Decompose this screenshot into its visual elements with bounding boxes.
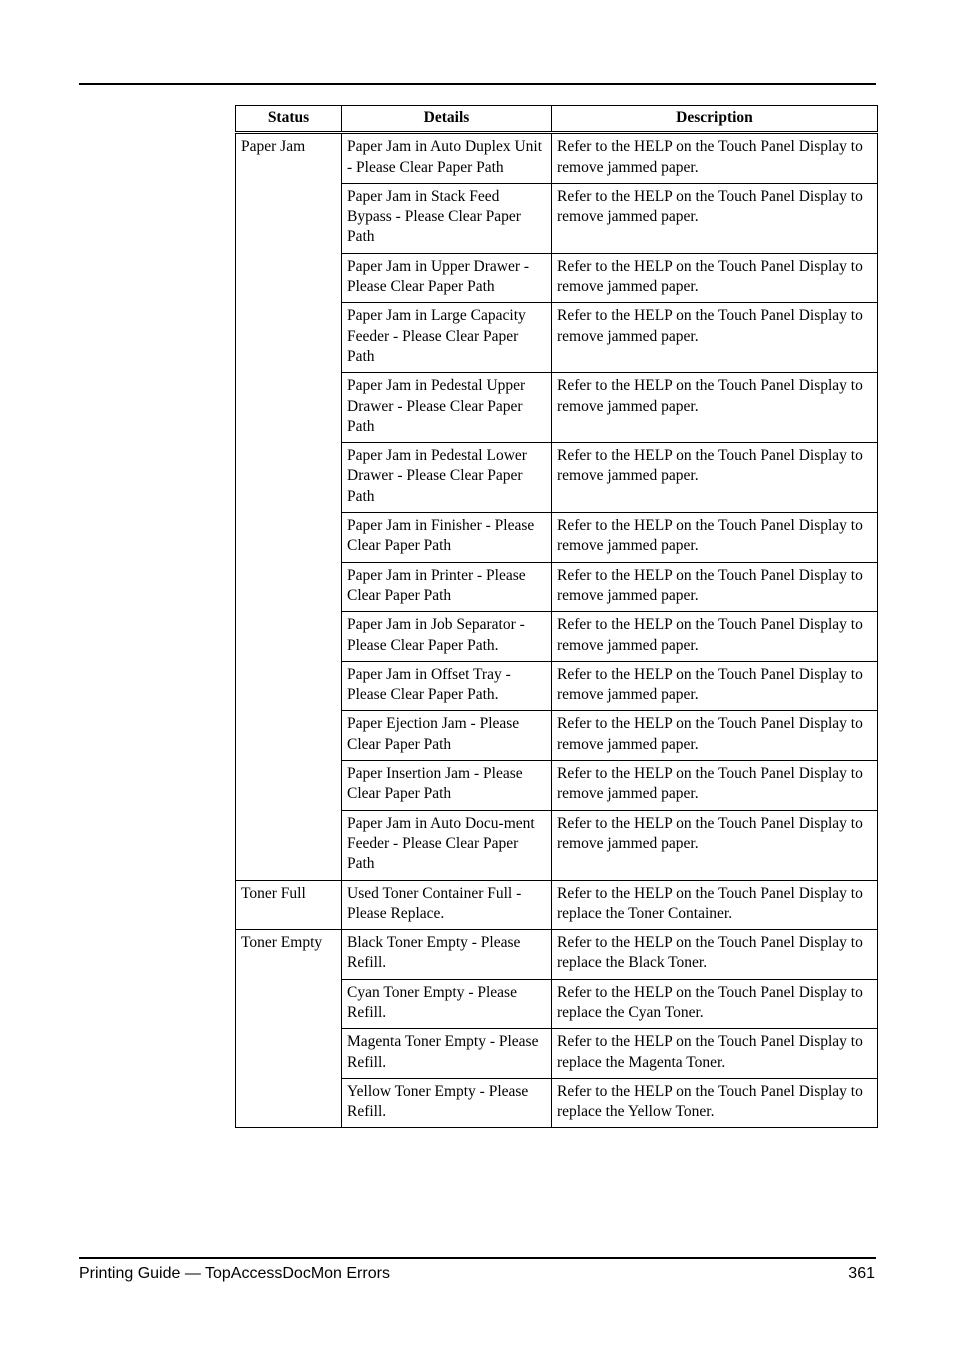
description-cell: Refer to the HELP on the Touch Panel Display to remove jammed paper. xyxy=(552,562,878,612)
details-cell: Used Toner Container Full - Please Replace. xyxy=(342,880,552,930)
header-details: Details xyxy=(342,106,552,133)
description-cell: Refer to the HELP on the Touch Panel Display to remove jammed paper. xyxy=(552,303,878,373)
description-cell: Refer to the HELP on the Touch Panel Display to replace the Cyan Toner. xyxy=(552,979,878,1029)
description-cell: Refer to the HELP on the Touch Panel Display to remove jammed paper. xyxy=(552,711,878,761)
description-cell: Refer to the HELP on the Touch Panel Display to remove jammed paper. xyxy=(552,373,878,443)
status-cell: Paper Jam xyxy=(236,133,342,880)
details-cell: Paper Jam in Auto Docu-ment Feeder - Please Clear Paper Path xyxy=(342,810,552,880)
status-cell: Toner Full xyxy=(236,880,342,930)
description-cell: Refer to the HELP on the Touch Panel Display to remove jammed paper. xyxy=(552,443,878,513)
header-rule xyxy=(79,83,876,85)
description-cell: Refer to the HELP on the Touch Panel Display to replace the Black Toner. xyxy=(552,930,878,980)
details-cell: Paper Jam in Job Separator - Please Clear Paper Path. xyxy=(342,612,552,662)
description-cell: Refer to the HELP on the Touch Panel Display to remove jammed paper. xyxy=(552,183,878,253)
table-body xyxy=(236,133,878,1128)
details-cell: Paper Ejection Jam - Please Clear Paper Path xyxy=(342,711,552,761)
description-cell: Refer to the HELP on the Touch Panel Display to remove jammed paper. xyxy=(552,661,878,711)
description-cell: Refer to the HELP on the Touch Panel Display to replace the Yellow Toner. xyxy=(552,1078,878,1128)
page-number: 361 xyxy=(848,1265,875,1282)
description-cell: Refer to the HELP on the Touch Panel Display to remove jammed paper. xyxy=(552,513,878,563)
description-cell: Refer to the HELP on the Touch Panel Display to remove jammed paper. xyxy=(552,133,878,184)
details-cell: Cyan Toner Empty - Please Refill. xyxy=(342,979,552,1029)
details-cell: Paper Jam in Printer - Please Clear Paper Path xyxy=(342,562,552,612)
details-cell: Paper Jam in Finisher - Please Clear Paper Path xyxy=(342,513,552,563)
details-cell: Paper Jam in Pedestal Lower Drawer - Please Clear Paper Path xyxy=(342,443,552,513)
header-status: Status xyxy=(236,106,342,133)
table-row xyxy=(236,880,878,930)
description-cell: Refer to the HELP on the Touch Panel Display to replace the Toner Container. xyxy=(552,880,878,930)
description-cell: Refer to the HELP on the Touch Panel Display to remove jammed paper. xyxy=(552,612,878,662)
details-cell: Paper Jam in Auto Duplex Unit - Please Clear Paper Path xyxy=(342,133,552,184)
details-cell: Paper Jam in Offset Tray - Please Clear Paper Path. xyxy=(342,661,552,711)
details-cell: Paper Jam in Large Capacity Feeder - Please Clear Paper Path xyxy=(342,303,552,373)
description-cell: Refer to the HELP on the Touch Panel Display to replace the Magenta Toner. xyxy=(552,1029,878,1079)
description-cell: Refer to the HELP on the Touch Panel Display to remove jammed paper. xyxy=(552,810,878,880)
details-cell: Paper Jam in Upper Drawer - Please Clear Paper Path xyxy=(342,253,552,303)
description-cell: Refer to the HELP on the Touch Panel Display to remove jammed paper. xyxy=(552,253,878,303)
details-cell: Paper Jam in Stack Feed Bypass - Please Clear Paper Path xyxy=(342,183,552,253)
table-header-row xyxy=(236,106,878,133)
details-cell: Paper Jam in Pedestal Upper Drawer - Please Clear Paper Path xyxy=(342,373,552,443)
status-cell: Toner Empty xyxy=(236,930,342,1128)
table-row xyxy=(236,930,878,980)
details-cell: Yellow Toner Empty - Please Refill. xyxy=(342,1078,552,1128)
details-cell: Paper Insertion Jam - Please Clear Paper Path xyxy=(342,761,552,811)
description-cell: Refer to the HELP on the Touch Panel Display to remove jammed paper. xyxy=(552,761,878,811)
details-cell: Magenta Toner Empty - Please Refill. xyxy=(342,1029,552,1079)
header-description: Description xyxy=(552,106,878,133)
footer-title: Printing Guide — TopAccessDocMon Errors xyxy=(79,1265,390,1282)
error-table xyxy=(235,105,878,1128)
details-cell: Black Toner Empty - Please Refill. xyxy=(342,930,552,980)
footer-rule xyxy=(79,1257,876,1259)
table-row xyxy=(236,133,878,184)
